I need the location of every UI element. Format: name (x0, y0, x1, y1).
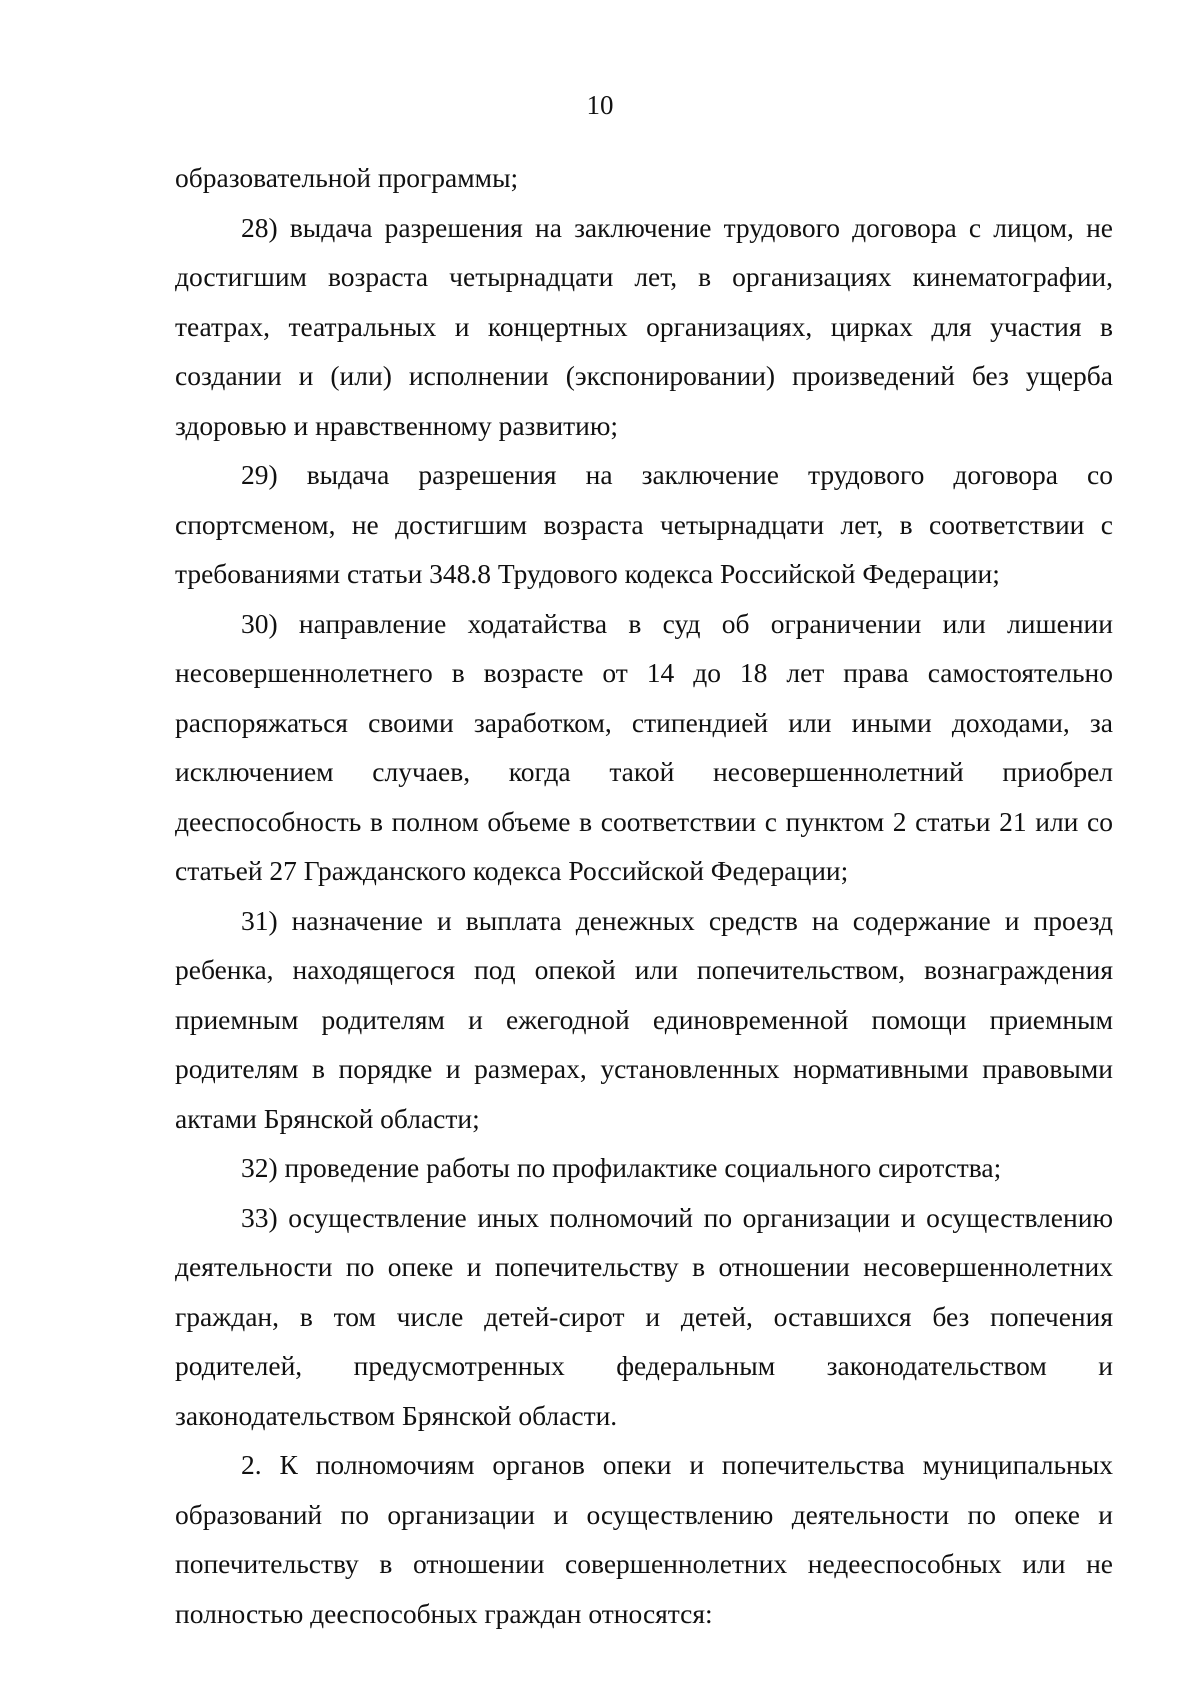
paragraph-section-2: 2. К полномочиям органов опеки и попечительства муниципальных образований по организации и осуществлению деятельности по опеке и попечительству в отношении совершеннолетних недееспособных или не полностью дееспособных граждан относятся: (175, 1449, 1113, 1629)
paragraph-continuation: образовательной программы; (175, 162, 519, 193)
paragraph-item-33: 33) осуществление иных полномочий по организации и осуществлению деятельности по опеке и попечительству в отношении несовершеннолетних граждан, в том числе детей-сирот и детей, оставшихся без попечения родителей, предусмотренных федеральным законодательством и законодательством Брянской области. (175, 1201, 1113, 1431)
paragraph-item-31: 31) назначение и выплата денежных средств на содержание и проезд ребенка, находящегося под опекой или попечительством, вознаграждения приемным родителям и ежегодной единовременной помощи приемным родителям в порядке и размерах, установленных нормативными правовыми актами Брянской области; (175, 904, 1113, 1134)
document-body (175, 153, 1113, 1638)
page-number: 10 (586, 90, 614, 120)
paragraph-item-29: 29) выдача разрешения на заключение трудового договора со спортсменом, не достигшим возраста четырнадцати лет, в соответствии с требованиями статьи 348.8 Трудового кодекса Российской Федерации; (175, 459, 1113, 589)
paragraph-item-28: 28) выдача разрешения на заключение трудового договора с лицом, не достигшим возраста четырнадцати лет, в организациях кинематографии, театрах, театральных и концертных организациях, цирках для участия в создании и (или) исполнении (экспонировании) произведений без ущерба здоровью и нравственному развитию; (175, 211, 1113, 441)
paragraph-item-30: 30) направление ходатайства в суд об ограничении или лишении несовершеннолетнего в возрасте от 14 до 18 лет права самостоятельно распоряжаться своими заработком, стипендией или иными доходами, за исключением случаев, когда такой несовершеннолетний приобрел дееспособность в полном объеме в соответствии с пунктом 2 статьи 21 или со статьей 27 Гражданского кодекса Российской Федерации; (175, 607, 1113, 886)
paragraph-item-32: 32) проведение работы по профилактике социального сиротства; (241, 1152, 1002, 1183)
